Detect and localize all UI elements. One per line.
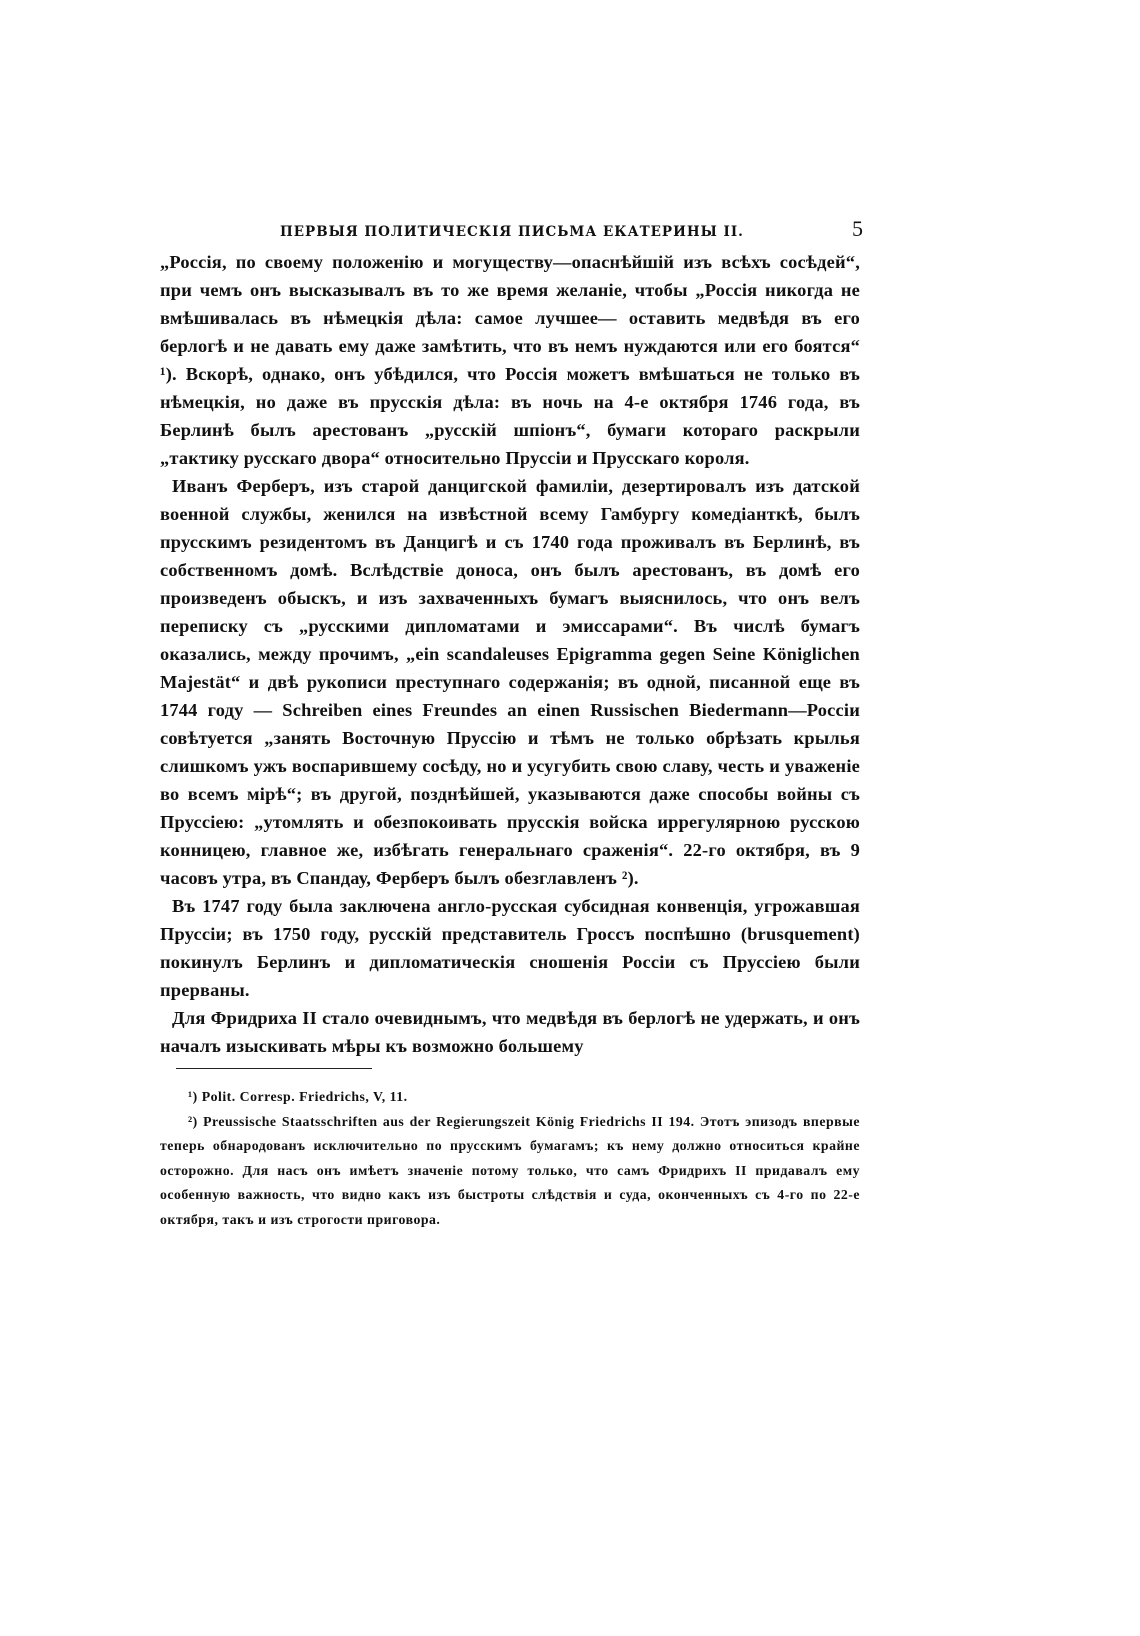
paragraph-3: Въ 1747 году была заключена англо-русская субсидная конвенція, угрожавшая Пруссіи; въ 1750 году, русскій представитель Гроссъ поспѣшно (brusquement) покинулъ Берлинъ и дипломатическія сношенія Россіи съ Пруссіею были прерваны. xyxy=(160,896,860,1000)
running-title: ПЕРВЫЯ ПОЛИТИЧЕСКІЯ ПИСЬМА ЕКАТЕРИНЫ II. xyxy=(280,224,744,240)
page-number: 5 xyxy=(852,216,864,241)
footnote-2-text: Preussische Staatsschriften aus der Regierungszeit König Friedrichs II 194. Этотъ эпизодъ впервые теперь обнародованъ исключительно по прусскимъ бумагамъ; къ нему должно относиться крайне осторожно. Для насъ онъ имѣетъ значеніе потому только, что самъ Фридрихъ II придавалъ ему особенную важность, что видно какъ изъ быстроты слѣдствія и суда, оконченныхъ съ 4-го по 22-е октября, такъ и изъ строгости приговора. xyxy=(160,1113,860,1227)
footnote-divider xyxy=(176,1068,372,1069)
footnote-1 xyxy=(160,1085,860,1110)
paragraph-4: Для Фридриха II стало очевиднымъ, что медвѣдя въ берлогѣ не удержать, и онъ началъ изыскивать мѣры къ возможно большему xyxy=(160,1008,860,1056)
footnote-1-mark: ¹) xyxy=(188,1089,198,1104)
running-head xyxy=(160,216,864,248)
footnote-2 xyxy=(160,1110,860,1233)
footnote-1-text: Polit. Corresp. Friedrichs, V, 11. xyxy=(201,1089,408,1104)
paragraph-2: Иванъ Ферберъ, изъ старой данцигской фамиліи, дезертировалъ изъ датской военной службы, женился на извѣстной всему Гамбургу комедіанткѣ, былъ прусскимъ резидентомъ въ Данцигѣ и съ 1740 года проживалъ въ Берлинѣ, въ собственномъ домѣ. Вслѣдствіе доноса, онъ былъ арестованъ, въ домѣ его произведенъ обыскъ, и изъ захваченныхъ бумагъ выяснилось, что онъ велъ переписку съ „русскими дипломатами и эмиссарами“. Въ числѣ бумагъ оказались, между прочимъ, „ein scandaleuses Epigramma gegen Seine Königlichen Majestät“ и двѣ рукописи преступнаго содержанія; въ одной, писанной еще въ 1744 году — Schreiben eines Freundes an einen Russischen Biedermann—Россіи совѣтуется „занять Восточную Пруссію и тѣмъ не только обрѣзать крылья слишкомъ ужъ воспарившему сосѣду, но и усугубить свою славу, честь и уваженіе во всемъ мірѣ“; въ другой, позднѣйшей, указываются даже способы войны съ Пруссіею: „утомлять и обезпокоивать прусскія войска иррегулярною русскою конницею, главное же, избѣгать генеральнаго сраженія“. 22-го октября, въ 9 часовъ утра, въ Спандау, Ферберъ былъ обезглавленъ ²). xyxy=(160,476,860,888)
paragraph-1: „Россія, по своему положенію и могуществу—опаснѣйшій изъ всѣхъ сосѣдей“, при чемъ онъ высказывалъ въ то же время желаніе, чтобы „Россія никогда не вмѣшивалась въ нѣмецкія дѣла: самое лучшее— оставить медвѣдя въ его берлогѣ и не давать ему даже замѣтить, что въ немъ нуждаются или его боятся“ ¹). Вскорѣ, однако, онъ убѣдился, что Россія можетъ вмѣшаться не только въ нѣмецкія, но даже въ прусскія дѣла: въ ночь на 4-е октября 1746 года, въ Берлинѣ былъ арестованъ „русскій шпіонъ“, бумаги котораго раскрыли „тактику русскаго двора“ относительно Пруссіи и Прусскаго короля. xyxy=(160,252,860,468)
footnotes xyxy=(160,1085,860,1232)
book-page xyxy=(160,216,864,1232)
body-text xyxy=(160,248,860,1060)
footnote-2-mark: ²) xyxy=(188,1113,198,1129)
